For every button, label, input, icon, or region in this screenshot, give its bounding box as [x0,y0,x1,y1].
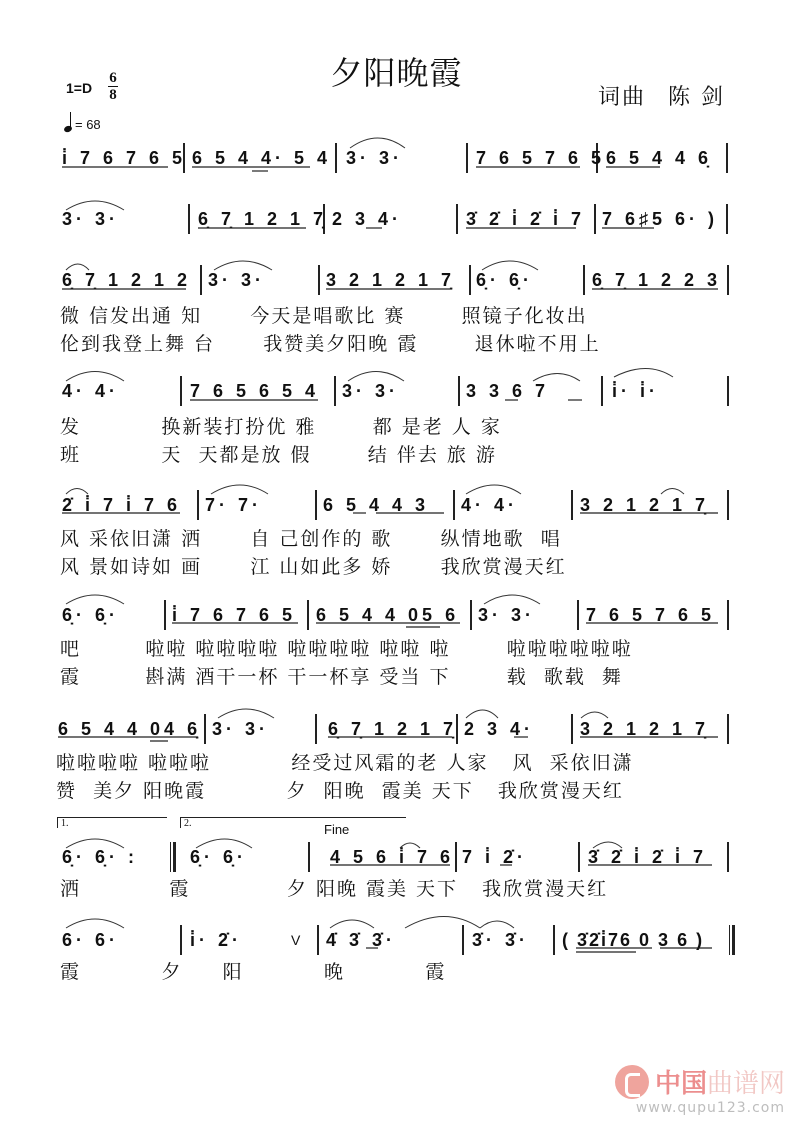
music-note-logo-icon [615,1065,649,1099]
measure: i̇· 2̇· [190,929,243,950]
measure: 7 6 5 7 6 5 [476,147,606,168]
breath-mark: V [291,932,301,948]
measure: ( 3̇2̇i̇76 0 3 6 ) [562,929,705,950]
lyric-verse-1: 啦啦啦啦 啦啦啦 经受过风霜的老 人家 风 采依旧潇 [56,752,634,774]
measure: 3· 3· [208,269,266,290]
measure: 6 5 4 4 3 [323,494,430,515]
measure: 6 5 4 4 6̣ [606,147,713,168]
measure: 7 6♯5 6· ) [602,208,719,229]
lyric-line: 霞 夕 阳 晚 霞 [60,961,447,983]
lyric-verse-1: 发 换新装打扮优 雅 都 是老 人 家 [60,416,502,438]
measure: 3· 3· [62,208,120,229]
measure: 6 5 4 4 05 6 [316,604,460,625]
measure: 3̇· 3̇· [472,929,530,950]
measure: 6 5 4 4 04 6̣ [58,718,202,739]
watermark [615,1063,785,1116]
lyric-verse-2: 赞 美夕 阳晚霞 夕 阳晚 霞美 天下 我欣赏漫天红 [56,780,624,802]
measure: 3 2 1 2 1 7̣ [580,494,710,515]
lyric-verse-2: 班 天 天都是放 假 结 伴去 旅 游 [60,444,497,466]
measure: 3· 3· [212,718,270,739]
fine-marking: Fine [324,822,350,837]
measure: 3 2 1 2 1 7̣ [580,718,710,739]
measure: 6̣· 6̣· [190,846,248,867]
tempo-marking [64,112,101,132]
lyric-verse-2: 霞 斟满 酒干一杯 干一杯享 受当 下 载 歌载 舞 [60,666,623,688]
measure: 6̣ 7̣ 1 2 1 7̣ [198,208,328,229]
measure: 4· 4· [461,494,519,515]
volta-2: 2. [180,817,406,828]
measure: 4· 4· [62,380,120,401]
measure: 3̇ 2̇ i̇ 2̇ i̇ 7 [588,846,708,867]
time-sig-bottom: 8 [109,87,117,103]
measure: 7 6 5 7 6 5 [586,604,716,625]
measure: 7· 7· [205,494,263,515]
composer-credit [598,80,725,111]
composer-name: 陈 剑 [668,85,725,110]
time-signature [108,70,118,103]
measure: i̇ 7 6 7 6 5 [62,147,187,168]
measure: 6 5 4 4· 5 4 [192,147,332,168]
measure: 3̇ 2̇ i̇ 2̇ i̇ 7 [466,208,586,229]
measure: 3 2 1 2 1 7̣ [326,269,456,290]
lyric-verse-1: 风 采依旧潇 洒 自 己创作的 歌 纵情地歌 唱 [60,528,562,550]
measure: 2 3 4· [464,718,535,739]
credit-label: 词曲 [597,85,646,110]
measure: 4 5 6 i̇ 7 6 [330,846,455,867]
measure: 6̣· 6̣· : [62,846,139,867]
quarter-note-icon [64,112,72,132]
measure: 6̣· 6̣· [476,269,534,290]
measure: i̇ 7 6 7 6 5 [172,604,297,625]
measure: 7 6 5 6 5 4 [190,380,320,401]
measure: 4̇ 3̇ 3̇· [326,929,397,950]
measure: 6̣· 6̣· [62,604,120,625]
measure: 6· 6· [62,929,120,950]
watermark-url: www.qupu123.com [635,1100,785,1116]
measure: 6̣ 7̣ 1 2 2 3 [592,269,722,290]
time-sig-top: 6 [109,70,117,86]
lyric-verse-1: 吧 啦啦 啦啦啦啦 啦啦啦啦 啦啦 啦 啦啦啦啦啦啦 [60,638,633,660]
lyric-verse-1: 微 信发出通 知 今天是唱歌比 赛 照镜子化妆出 [60,305,588,327]
lyric-verse-2: 伦到我登上舞 台 我赞美夕阳晚 霞 退休啦不用上 [60,333,601,355]
measure: 6̣ 7̣ 1 2 1 2 [62,269,192,290]
key-signature: 1=D [66,80,93,96]
measure: i̇· i̇· [612,380,659,401]
volta-1: 1. [57,817,167,828]
measure: 3 3 6 7 [466,380,550,401]
measure: 2̇ i̇ 7 i̇ 7 6 [62,494,182,515]
watermark-brand: 中国曲谱网 [654,1069,785,1099]
measure: 3· 3· [346,147,404,168]
lyric-verse-2: 风 景如诗如 画 江 山如此多 娇 我欣赏漫天红 [60,556,567,578]
tempo-value: = 68 [75,117,101,132]
watermark-logo [615,1063,785,1100]
lyric-line: 洒 霞 夕 阳晚 霞美 天下 我欣赏漫天红 [60,878,609,900]
measure: 3· 3· [342,380,400,401]
measure: 3· 3· [478,604,536,625]
measure: 6̣ 7̣ 1 2 1 7̣ [328,718,458,739]
measure: 7 i̇ 2̇· [462,846,528,867]
measure: 2 3 4· [332,208,403,229]
song-title: 夕阳晚霞 [330,54,463,92]
